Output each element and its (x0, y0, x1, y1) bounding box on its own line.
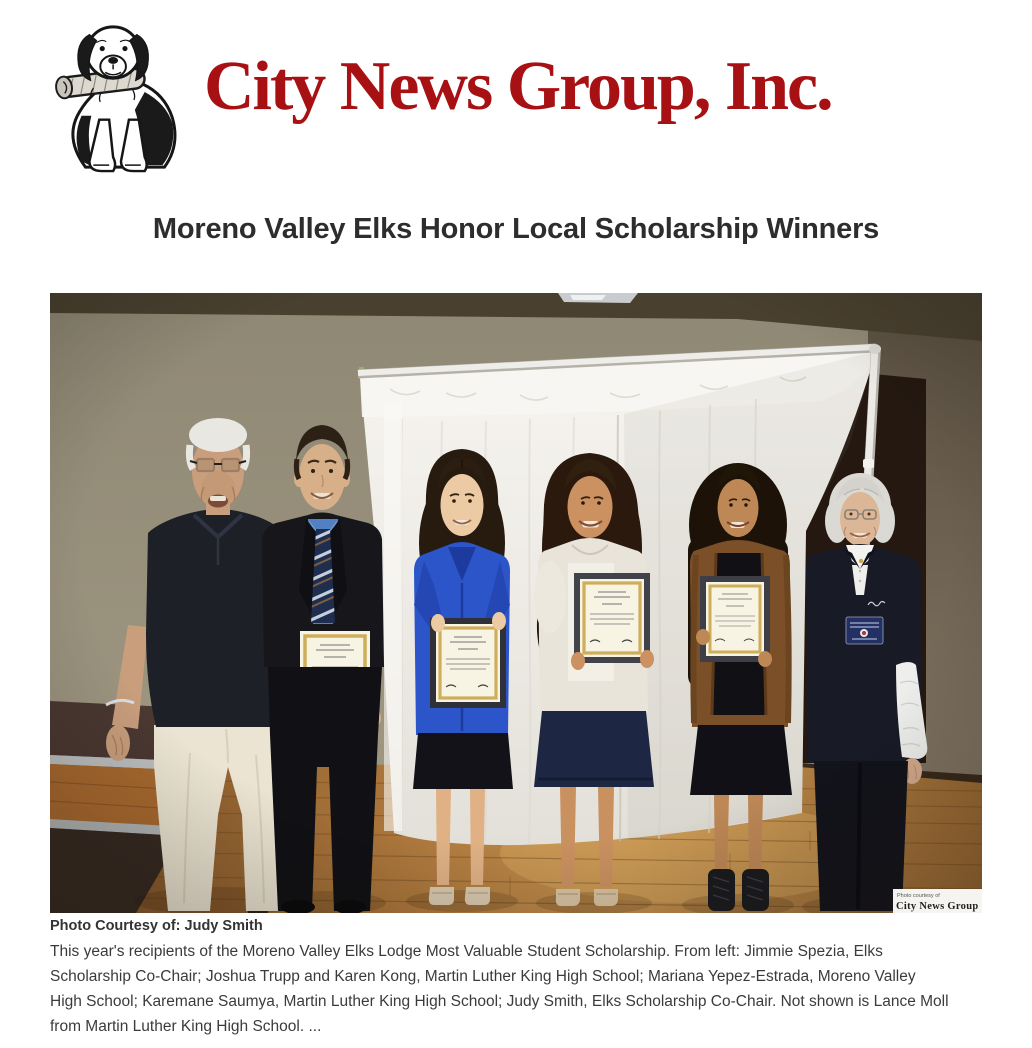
company-name: City News Group, Inc. (204, 48, 832, 125)
photo-caption (50, 939, 986, 1039)
watermark-line2: City News Group (896, 901, 979, 912)
photo-vignette (50, 293, 982, 913)
dog-with-newspaper-logo[interactable] (46, 17, 198, 175)
masthead (0, 0, 1032, 178)
article-photo (50, 293, 982, 913)
caption-line: Scholarship Co-Chair; Joshua Trupp and Karen Kong, Martin Luther King High School; Mariana Yepez-Estrada, Moreno Valley (50, 968, 916, 985)
caption-line: from Martin Luther King High School. ... (50, 1018, 322, 1035)
article-photo-illustration (50, 293, 982, 913)
photo-credit: Photo Courtesy of: Judy Smith (50, 918, 263, 934)
caption-line: High School; Karemane Saumya, Martin Luther King High School; Judy Smith, Elks Scholarship Co-Chair. Not shown is Lance Moll (50, 993, 949, 1010)
watermark-line1: Photo courtesy of (897, 893, 940, 899)
caption-line: This year's recipients of the Moreno Valley Elks Lodge Most Valuable Student Scholarship. From left: Jimmie Spezia, Elks (50, 943, 883, 960)
photo-watermark (893, 889, 982, 913)
article-headline: Moreno Valley Elks Honor Local Scholarship Winners (152, 213, 880, 245)
